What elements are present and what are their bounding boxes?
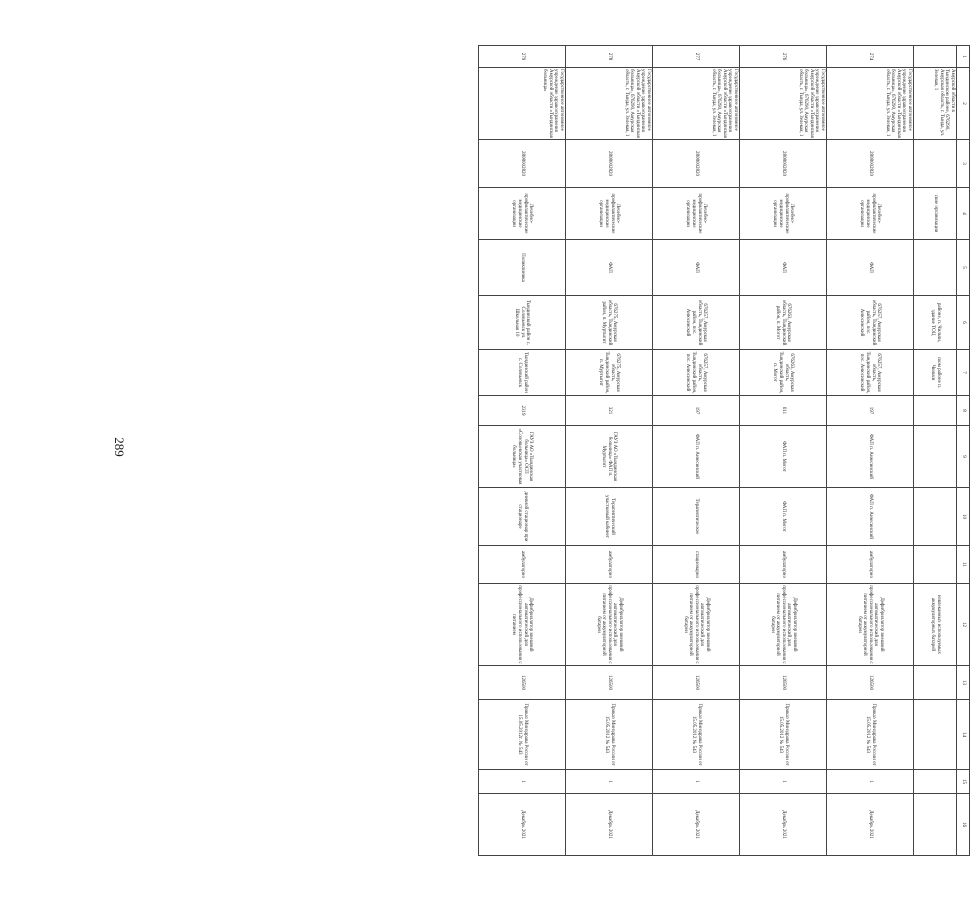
table-cell: Дефибриллятор внешний автоматический для профессионального использования с питанием от аккумуляторной батареи [740,584,827,666]
table-cell [914,488,957,546]
table-cell: амбулаторно [566,546,653,584]
table-cell: Дефибриллятор внешний автоматический для профессионального использования с питанием от аккумуляторной батареи [566,584,653,666]
table-cell: 126500 [827,666,914,700]
table-cell: ФАП п. Анюсинский [653,426,740,488]
table-cell: Декабрь 2021 [653,794,740,856]
table-cell: ФАП п. Могот [740,426,827,488]
table-cell: ФАП [566,240,653,296]
table-cell: Государственное автономное учреждение здравоохранения Амурской области «Тындинская больница», 676290, Амурская область, г. Тында, ул. Зелевая, 1 [740,68,827,140]
table-cell: ФАП п. Анюсинский [827,426,914,488]
table-cell: Дефибриллятор внешний автоматический для профессионального использования с питанием от аккумуляторной батареи [653,584,740,666]
table-cell: стационарно [653,546,740,584]
table-row [740,46,827,856]
table-cell: амбулаторно [479,546,566,584]
column-number-cell: 8 [957,396,970,426]
table-cell [914,794,957,856]
table-cell: 2808002820 [566,140,653,188]
table-row [914,46,957,856]
table-cell: Государственное автономное учреждение здравоохранения Амурской области «Тындинская больница», 676290, Амурская область, г. Тында, ул. Зелевая, 1 [827,68,914,140]
page-number: 289 [112,437,127,457]
table-cell: 321 [566,396,653,426]
table-cell: 676263, Амурская область, Тындинский район, п. Могот [740,296,827,350]
table-cell: 277 [653,46,740,68]
column-number-cell: 2 [957,68,970,140]
table-cell: 676257, Амурская область, Тындинский район, пос. Анюсинский [827,296,914,350]
column-number-cell: 14 [957,700,970,770]
table-cell: 1 [740,770,827,794]
table-cell: 126500 [566,666,653,700]
table-cell: Тындинский район с. Соловьевск ул. Школьная 10 [479,296,566,350]
table-cell: 276 [740,46,827,68]
table-cell: Лечебно-профилактические медицинские организации [653,188,740,240]
table-cell: 676275, Амурская область, Тындинский район, п. Муртыгит [566,296,653,350]
table-cell: 126500 [653,666,740,700]
table-cell: Терапевтический участковый кабинет [566,488,653,546]
table-row [479,46,566,856]
table-cell: ФАП [827,240,914,296]
table-cell: Государственное автономное учреждение здравоохранения Амурской области «Тындинская больница» [479,68,566,140]
table-cell: Государственное автономное учреждение здравоохранения Амурской области «Тындинская больница», 676290, Амурская область, г. Тында, ул. Зелевая, 1 [653,68,740,140]
table-cell: Поликлиника [479,240,566,296]
column-number-cell: 12 [957,584,970,666]
column-number-cell: 1 [957,46,970,68]
table-cell: ФАП п. Могот [740,488,827,546]
table-cell: 676257, Амурская область, Тындинский район, пос. Анюсинский [653,350,740,396]
table-cell: 279 [479,46,566,68]
table-cell: Декабрь 2021 [827,794,914,856]
table-cell [914,46,957,68]
table-cell: 2808002820 [827,140,914,188]
table-cell: 197 [827,396,914,426]
table-cell: 611 [740,396,827,426]
table-cell: Государственное автономное учреждение здравоохранения Амурской области «Тындинская больница», 676290, Амурская область, г. Тында, ул. Зелевая, 1 [566,68,653,140]
table-cell: 2808002820 [740,140,827,188]
column-number-cell: 4 [957,188,970,240]
table-cell: Лечебно-профилактические медицинские организации [740,188,827,240]
table-cell: Декабрь 2021 [566,794,653,856]
column-number-cell: 7 [957,350,970,396]
table-cell: ФАП [653,240,740,296]
table-cell [914,396,957,426]
column-number-cell: 6 [957,296,970,350]
table-cell: Лечебно-профилактические медицинские организации [479,188,566,240]
table-cell [914,700,957,770]
table-cell: Терапевтическое [653,488,740,546]
table-cell [914,140,957,188]
table-cell [914,240,957,296]
table-cell: 197 [653,396,740,426]
table-cell: Декабрь 2021 [740,794,827,856]
table-cell: дневной стационар при стационаре [479,488,566,546]
equipment-table [478,45,970,856]
table-cell: 1 [653,770,740,794]
table-cell: 1 [566,770,653,794]
rotated-table-sheet [511,45,970,839]
column-number-cell: 9 [957,426,970,488]
table-cell: ГАУЗ АО «Тындинская больница» ОСП «Соловьевская участковая больница» [479,426,566,488]
table-cell: 126500 [740,666,827,700]
table-cell: Лечебно-профилактические медицинские организации [827,188,914,240]
table-cell: ФАП [740,240,827,296]
table-cell: Приказ Минздрава России от 15.05.2012 № 543 [653,700,740,770]
table-cell: 126500 [479,666,566,700]
table-row [653,46,740,856]
table-row [827,46,914,856]
table-cell: ские организации [914,188,957,240]
table-cell: Приказ Минздрава России от 15.05.2012 № 543 [827,700,914,770]
table-cell: Дефибриллятор внешний автоматический для профессионального использования с питанием от аккумуляторной батареи [827,584,914,666]
column-number-cell: 16 [957,794,970,856]
column-number-cell: 10 [957,488,970,546]
table-cell: Приказ Минздрава России от 15.05.2012 № 543 [566,700,653,770]
table-cell: Лечебно-профилактические медицинские организации [566,188,653,240]
table-cell [914,546,957,584]
table-cell: 2319 [479,396,566,426]
table-cell: Амурской области в Тындинском районе, 676290, Амурская область, г. Тында, ул. Зелевая, 1 [914,68,957,140]
table-cell: 676257, Амурская область, Тындинский район, пос. Анюсинский [827,350,914,396]
table-cell [914,770,957,794]
table-cell: ГАУЗ АО «Тындинская больница» ФАП п. Муртыгит [566,426,653,488]
table-cell: 676257, Амурская область, Тындинский район, пос. Анюсинский [653,296,740,350]
column-number-cell: 5 [957,240,970,296]
table-cell: Декабрь 2021 [479,794,566,856]
column-number-cell: 13 [957,666,970,700]
table-cell: Приказ Минздрава России от 15.05.2012г. № 543 [479,700,566,770]
table-cell: извлекаемых используемых аккумуляторных батарей [914,584,957,666]
table-cell: 2808002820 [653,140,740,188]
table-cell: 274 [827,46,914,68]
column-number-row [957,46,970,856]
table-cell: 2808002820 [479,140,566,188]
table-cell: 676263, Амурская область, Тындинский район, п. Могот [740,350,827,396]
table-cell [914,426,957,488]
table-cell: Тындинский район с. Соловьевск [479,350,566,396]
column-number-cell: 3 [957,140,970,188]
table-cell: ФАП п. Анюсинский [827,488,914,546]
table-row [566,46,653,856]
table-cell: амбулаторно [827,546,914,584]
table-cell: 1 [827,770,914,794]
column-number-cell: 11 [957,546,970,584]
table-cell: Дефибриллятор внешний автоматический для профессионального использования с питанием [479,584,566,666]
table-cell: ском районе п. Чильчи [914,350,957,396]
table-cell: 1 [479,770,566,794]
page-number-area [100,0,140,905]
table-cell: районе, п. Чильчи, здание ТОЦ [914,296,957,350]
table-cell: 676275, Амурская область, Тындинский район, п. Муртыгит [566,350,653,396]
table-cell: амбулаторно [740,546,827,584]
table-cell [914,666,957,700]
table-cell: Приказ Минздрава России от 15.05.2012 № 543 [740,700,827,770]
table-cell: 278 [566,46,653,68]
column-number-cell: 15 [957,770,970,794]
